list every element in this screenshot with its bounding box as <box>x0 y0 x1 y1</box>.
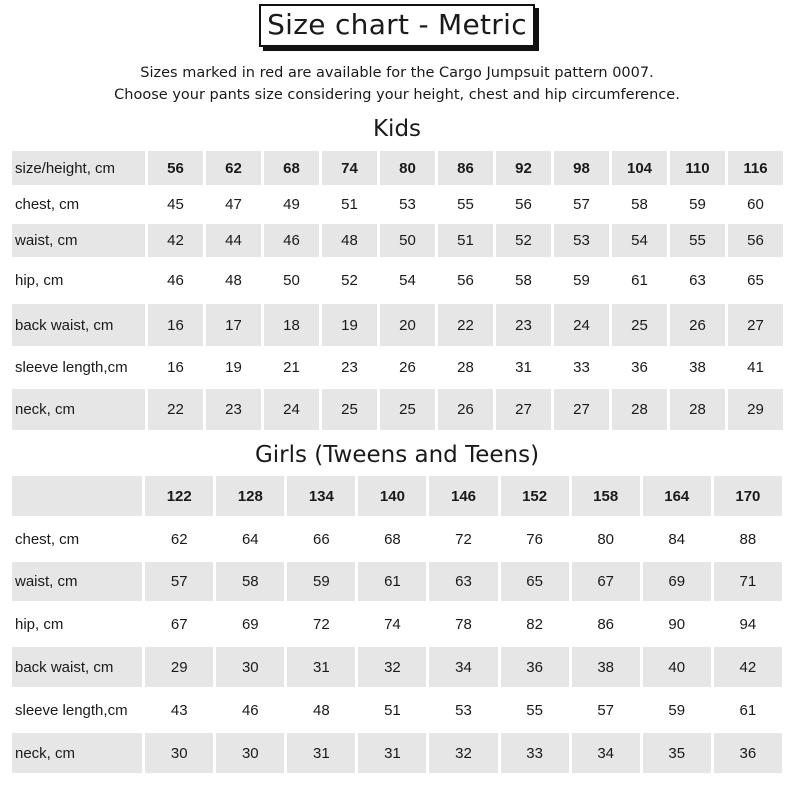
page-title: Size chart - Metric <box>259 4 535 47</box>
measurement-cell: 76 <box>526 530 543 548</box>
measurement-cell: 36 <box>631 359 648 376</box>
measurement-cell: 88 <box>739 530 757 548</box>
measurement-cell: 21 <box>283 359 300 376</box>
title-wrapper <box>0 0 794 47</box>
measurement-cell: 25 <box>322 389 377 430</box>
measurement-cell: 53 <box>554 224 609 257</box>
table-row <box>12 389 783 430</box>
measurement-cell: 59 <box>573 272 590 289</box>
row-label: neck, cm <box>12 389 145 430</box>
measurement-cell: 42 <box>148 224 203 257</box>
measurement-cell: 29 <box>145 647 213 687</box>
measurement-cell: 22 <box>148 389 203 430</box>
measurement-cell: 28 <box>457 359 474 376</box>
table-row <box>12 224 783 257</box>
measurement-cell: 31 <box>358 733 426 773</box>
measurement-cell: 63 <box>689 272 706 289</box>
measurement-cell: 28 <box>612 389 667 430</box>
measurement-cell: 33 <box>573 359 590 376</box>
size-header-cell: 104 <box>612 151 667 185</box>
row-label: waist, cm <box>12 562 142 601</box>
measurement-cell: 60 <box>747 196 764 213</box>
girls-section-title: Girls (Tweens and Teens) <box>254 442 540 468</box>
measurement-cell: 19 <box>322 304 377 346</box>
measurement-cell: 48 <box>313 701 330 719</box>
measurement-cell: 55 <box>457 196 474 213</box>
measurement-cell: 23 <box>496 304 551 346</box>
measurement-cell: 31 <box>287 647 355 687</box>
measurement-cell: 52 <box>341 272 358 289</box>
measurement-cell: 38 <box>572 647 640 687</box>
size-header-cell: 62 <box>206 151 261 185</box>
measurement-cell: 26 <box>399 359 416 376</box>
measurement-cell: 72 <box>313 615 330 633</box>
header-label <box>12 476 142 516</box>
measurement-cell: 66 <box>313 530 330 548</box>
measurement-cell: 28 <box>670 389 725 430</box>
measurement-cell: 38 <box>689 359 706 376</box>
measurement-cell: 84 <box>668 530 686 548</box>
measurement-cell: 48 <box>322 224 377 257</box>
girls-header-row <box>12 476 782 516</box>
measurement-cell: 34 <box>429 647 497 687</box>
table-row <box>12 349 783 386</box>
measurement-cell: 67 <box>572 562 640 601</box>
measurement-cell: 62 <box>170 530 188 548</box>
size-header-cell: 116 <box>728 151 783 185</box>
size-header-cell: 128 <box>216 476 284 516</box>
measurement-cell: 58 <box>515 272 532 289</box>
subtitle-line-2: Choose your pants size considering your height, chest and hip circumference. <box>114 87 680 103</box>
size-header-cell: 92 <box>496 151 551 185</box>
measurement-cell: 59 <box>689 196 706 213</box>
measurement-cell: 67 <box>170 615 188 633</box>
measurement-cell: 50 <box>283 272 300 289</box>
measurement-cell: 30 <box>216 733 284 773</box>
size-header-cell: 122 <box>145 476 213 516</box>
measurement-cell: 30 <box>216 647 284 687</box>
size-header-cell: 158 <box>572 476 640 516</box>
measurement-cell: 65 <box>501 562 569 601</box>
measurement-cell: 57 <box>145 562 213 601</box>
measurement-cell: 29 <box>728 389 783 430</box>
measurement-cell: 53 <box>399 196 416 213</box>
measurement-cell: 57 <box>573 196 590 213</box>
size-header-cell: 140 <box>358 476 426 516</box>
measurement-cell: 31 <box>287 733 355 773</box>
measurement-cell: 74 <box>384 615 401 633</box>
measurement-cell: 71 <box>714 562 782 601</box>
row-label: back waist, cm <box>12 304 145 346</box>
measurement-cell: 64 <box>241 530 259 548</box>
measurement-cell: 69 <box>241 615 259 633</box>
measurement-cell: 63 <box>429 562 497 601</box>
measurement-cell: 61 <box>739 701 757 719</box>
row-label: back waist, cm <box>12 647 142 687</box>
measurement-cell: 22 <box>438 304 493 346</box>
row-label: chest, cm <box>15 530 80 548</box>
measurement-cell: 24 <box>554 304 609 346</box>
size-header-cell: 56 <box>148 151 203 185</box>
measurement-cell: 61 <box>631 272 648 289</box>
table-row <box>12 690 782 730</box>
measurement-cell: 48 <box>225 272 242 289</box>
measurement-cell: 17 <box>206 304 261 346</box>
measurement-cell: 86 <box>597 615 615 633</box>
measurement-cell: 19 <box>225 359 242 376</box>
measurement-cell: 25 <box>612 304 667 346</box>
measurement-cell: 80 <box>597 530 615 548</box>
measurement-cell: 31 <box>515 359 532 376</box>
measurement-cell: 51 <box>438 224 493 257</box>
size-header-cell: 98 <box>554 151 609 185</box>
measurement-cell: 78 <box>455 615 472 633</box>
measurement-cell: 65 <box>747 272 764 289</box>
size-header-cell: 74 <box>322 151 377 185</box>
measurement-cell: 51 <box>384 701 401 719</box>
size-header-cell: 146 <box>429 476 497 516</box>
measurement-cell: 43 <box>170 701 188 719</box>
measurement-cell: 57 <box>597 701 615 719</box>
measurement-cell: 56 <box>728 224 783 257</box>
table-row <box>12 562 782 601</box>
measurement-cell: 26 <box>438 389 493 430</box>
measurement-cell: 54 <box>399 272 416 289</box>
measurement-cell: 90 <box>668 615 686 633</box>
measurement-cell: 68 <box>384 530 401 548</box>
measurement-cell: 50 <box>380 224 435 257</box>
measurement-cell: 16 <box>148 304 203 346</box>
measurement-cell: 51 <box>341 196 358 213</box>
measurement-cell: 32 <box>358 647 426 687</box>
measurement-cell: 54 <box>612 224 667 257</box>
measurement-cell: 55 <box>526 701 543 719</box>
header-label: size/height, cm <box>12 151 145 185</box>
measurement-cell: 41 <box>747 359 764 376</box>
measurement-cell: 56 <box>457 272 474 289</box>
row-label: sleeve length,cm <box>15 359 128 376</box>
measurement-cell: 32 <box>429 733 497 773</box>
row-label: hip, cm <box>15 272 64 289</box>
measurement-cell: 18 <box>264 304 319 346</box>
measurement-cell: 56 <box>515 196 532 213</box>
measurement-cell: 27 <box>728 304 783 346</box>
measurement-cell: 33 <box>501 733 569 773</box>
size-header-cell: 110 <box>670 151 725 185</box>
measurement-cell: 44 <box>206 224 261 257</box>
measurement-cell: 42 <box>714 647 782 687</box>
measurement-cell: 53 <box>455 701 472 719</box>
measurement-cell: 46 <box>264 224 319 257</box>
measurement-cell: 27 <box>496 389 551 430</box>
size-header-cell: 170 <box>714 476 782 516</box>
measurement-cell: 27 <box>554 389 609 430</box>
measurement-cell: 20 <box>380 304 435 346</box>
table-row <box>12 519 782 559</box>
row-label: sleeve length,cm <box>15 701 128 719</box>
kids-size-table <box>9 148 786 433</box>
size-header-cell: 134 <box>287 476 355 516</box>
measurement-cell: 30 <box>145 733 213 773</box>
measurement-cell: 47 <box>225 196 242 213</box>
measurement-cell: 23 <box>206 389 261 430</box>
kids-section-title: Kids <box>372 116 422 142</box>
measurement-cell: 23 <box>341 359 358 376</box>
kids-header-row <box>12 151 783 185</box>
measurement-cell: 46 <box>167 272 184 289</box>
measurement-cell: 36 <box>501 647 569 687</box>
measurement-cell: 69 <box>643 562 711 601</box>
measurement-cell: 34 <box>572 733 640 773</box>
size-header-cell: 68 <box>264 151 319 185</box>
measurement-cell: 40 <box>643 647 711 687</box>
measurement-cell: 59 <box>287 562 355 601</box>
measurement-cell: 24 <box>264 389 319 430</box>
subtitle-line-1: Sizes marked in red are available for the Cargo Jumpsuit pattern 0007. <box>140 65 654 81</box>
girls-size-table <box>9 473 785 776</box>
table-row <box>12 604 782 644</box>
size-header-cell: 80 <box>380 151 435 185</box>
table-row <box>12 304 783 346</box>
table-row <box>12 260 783 301</box>
row-label: chest, cm <box>15 196 80 213</box>
measurement-cell: 58 <box>631 196 648 213</box>
measurement-cell: 94 <box>739 615 757 633</box>
measurement-cell: 52 <box>496 224 551 257</box>
measurement-cell: 59 <box>668 701 686 719</box>
measurement-cell: 46 <box>241 701 259 719</box>
measurement-cell: 45 <box>167 196 184 213</box>
measurement-cell: 25 <box>380 389 435 430</box>
measurement-cell: 72 <box>455 530 472 548</box>
row-label: hip, cm <box>15 615 64 633</box>
measurement-cell: 16 <box>167 359 184 376</box>
measurement-cell: 26 <box>670 304 725 346</box>
table-row <box>12 188 783 221</box>
table-row <box>12 647 782 687</box>
measurement-cell: 82 <box>526 615 543 633</box>
measurement-cell: 55 <box>670 224 725 257</box>
size-header-cell: 164 <box>643 476 711 516</box>
measurement-cell: 35 <box>643 733 711 773</box>
table-row <box>12 733 782 773</box>
row-label: neck, cm <box>12 733 142 773</box>
measurement-cell: 36 <box>714 733 782 773</box>
measurement-cell: 58 <box>216 562 284 601</box>
size-header-cell: 86 <box>438 151 493 185</box>
measurement-cell: 49 <box>283 196 300 213</box>
size-header-cell: 152 <box>501 476 569 516</box>
row-label: waist, cm <box>12 224 145 257</box>
measurement-cell: 61 <box>358 562 426 601</box>
